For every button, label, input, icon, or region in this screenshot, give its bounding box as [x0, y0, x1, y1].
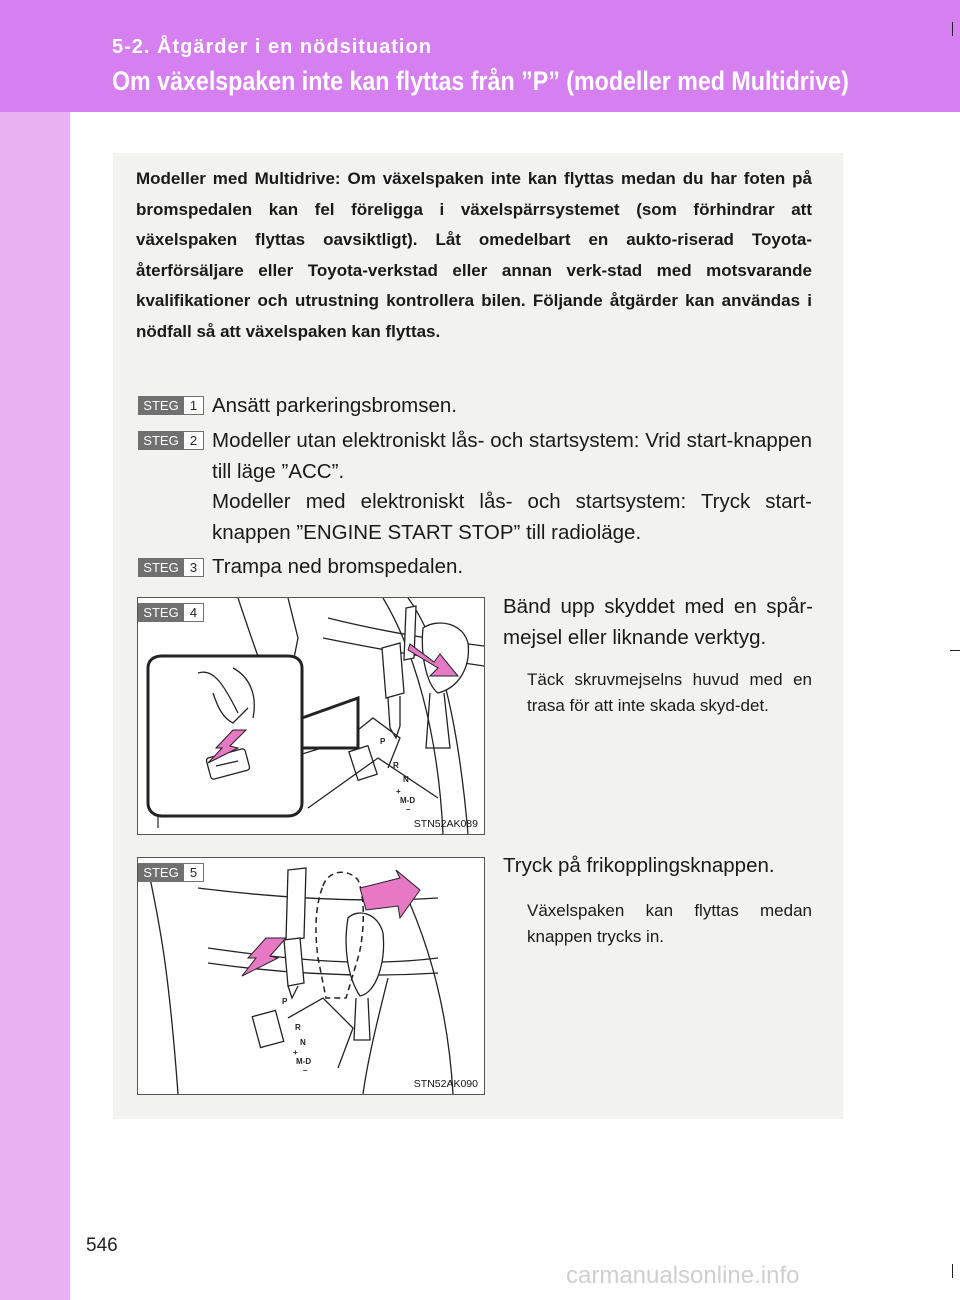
step-4-figure — [137, 597, 485, 835]
step-number: 1 — [184, 396, 204, 415]
gate-label-r: R — [295, 1023, 301, 1032]
page-number: 546 — [86, 1235, 118, 1256]
step-number: 4 — [184, 603, 204, 622]
step-4-note: Täck skruvmejselns huvud med en trasa för att inte skada skyd-det. — [527, 670, 812, 715]
step-5-figure — [137, 857, 485, 1095]
step-label: STEG — [138, 863, 184, 882]
step-3-text: Trampa ned bromspedalen. — [212, 555, 464, 578]
step-number: 5 — [184, 863, 204, 882]
crop-mark — [952, 1264, 953, 1278]
watermark: carmanualsonline.info — [566, 1262, 800, 1289]
figure-code: STN52AK090 — [413, 1078, 478, 1090]
step-4-text: Bänd upp skyddet med en spår-mejsel eller liknande verktyg. — [503, 595, 813, 649]
gate-label-plus: + — [293, 1048, 298, 1057]
gate-label-minus: – — [303, 1066, 308, 1075]
gate-label-p: P — [282, 997, 288, 1006]
step-label: STEG — [138, 396, 184, 415]
step-label: STEG — [138, 431, 184, 450]
step-3-badge — [138, 558, 204, 577]
step-1-text: Ansätt parkeringsbromsen. — [212, 394, 457, 417]
gate-label-p: P — [380, 737, 386, 746]
step-5-text: Tryck på frikopplingsknappen. — [503, 854, 775, 877]
screwdriver-pry-illustration — [138, 598, 484, 834]
step-label: STEG — [138, 603, 184, 622]
gate-label-n: N — [300, 1038, 306, 1047]
release-button-illustration — [138, 858, 484, 1094]
crop-mark — [952, 22, 953, 36]
step-number: 2 — [184, 431, 204, 450]
step-4-badge — [138, 603, 204, 622]
gate-label-plus: + — [396, 787, 401, 796]
step-5-badge — [138, 863, 204, 882]
step-2-text-secondary: Modeller med elektroniskt lås- och startsystem: Tryck start-knappen ”ENGINE START STOP” till radioläge. — [212, 490, 812, 544]
gate-label-minus: – — [406, 805, 411, 814]
intro-paragraph: Modeller med Multidrive: Om växelspaken inte kan flyttas medan du har foten på bromspedalen kan fel föreligga i växelspärrsystemet (som förhindrar att växelspaken flyttas oavsiktligt). Låt omedelbart en aukto-riserad Toyota-återförsäljare eller Toyota-verkstad eller annan verk-stad med motsvarande kvalifikationer och utrustning kontrollera bilen. Följande åtgärder kan användas i nödfall så att växelspaken kan flyttas. — [136, 169, 812, 341]
step-2-text: Modeller utan elektroniskt lås- och startsystem: Vrid start-knappen till läge ”ACC”. — [212, 429, 812, 483]
section-label: 5-2. Åtgärder i en nödsituation — [112, 36, 432, 58]
crop-mark — [950, 650, 960, 651]
step-2-badge — [138, 431, 204, 450]
page-side-strip — [0, 0, 70, 1300]
page-title: Om växelspaken inte kan flyttas från ”P” (modeller med Multidrive) — [112, 66, 849, 96]
gate-label-md: M-D — [296, 1057, 312, 1066]
step-5-note: Växelspaken kan flyttas medan knappen trycks in. — [527, 901, 812, 946]
figure-code: STN52AK089 — [413, 818, 478, 830]
step-number: 3 — [184, 558, 204, 577]
step-label: STEG — [138, 558, 184, 577]
gate-label-md: M-D — [400, 796, 416, 805]
gate-label-r: R — [393, 761, 399, 770]
step-1-badge — [138, 396, 204, 415]
gate-label-n: N — [403, 775, 409, 784]
